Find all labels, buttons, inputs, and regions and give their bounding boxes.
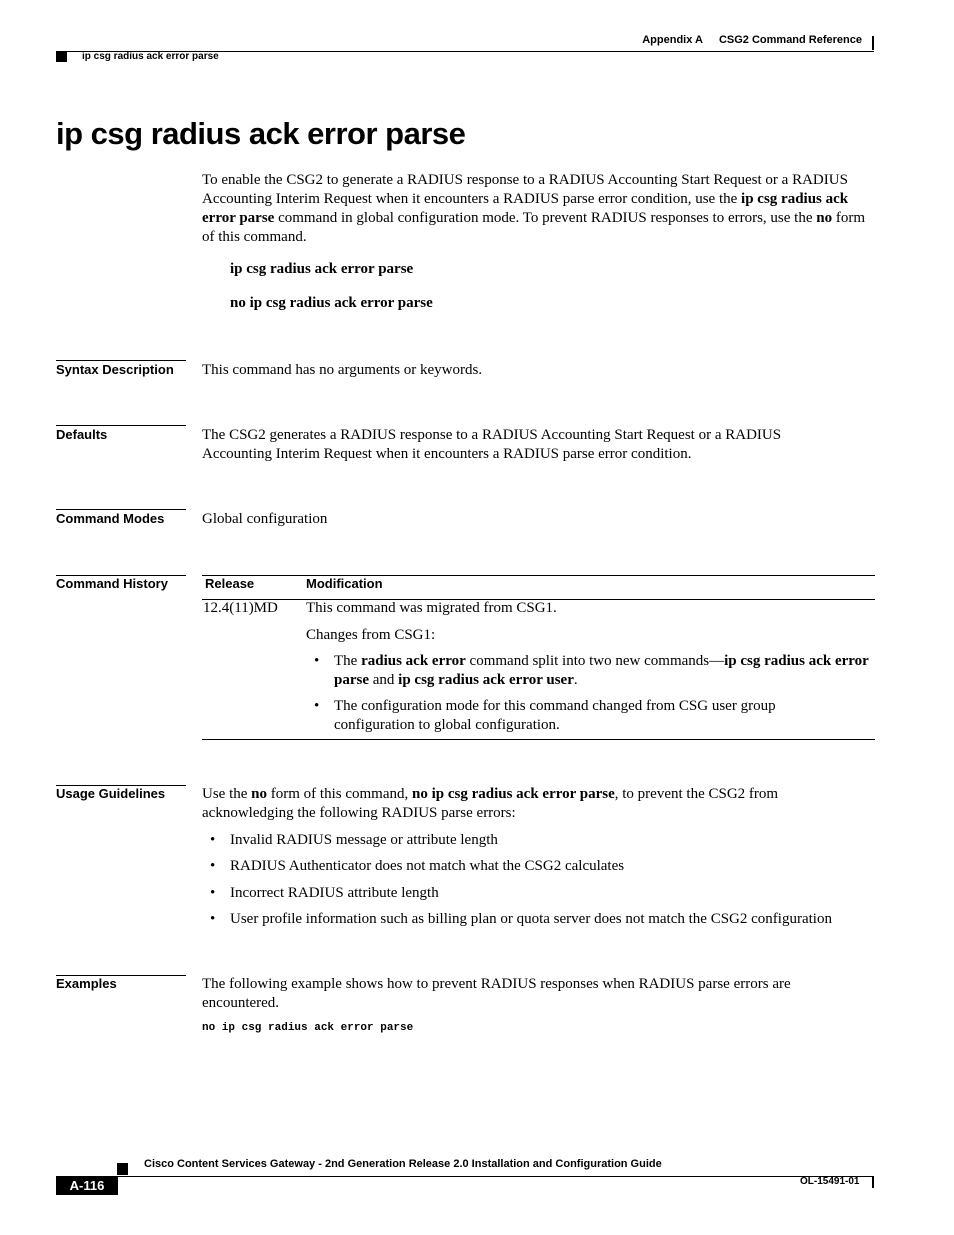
- footer-rule: [56, 1176, 874, 1177]
- list-item: • Incorrect RADIUS attribute length: [210, 885, 439, 901]
- table-cell-release: 12.4(11)MD: [203, 600, 278, 616]
- intro-text: form of this command.: [202, 210, 866, 245]
- usage-text: , to prevent the CSG2 from acknowledging the following RADIUS parse errors:: [202, 786, 779, 821]
- command-modes-text: Global configuration: [202, 511, 328, 527]
- intro-text: command in global configuration mode. To prevent RADIUS responses to errors, use the: [274, 210, 817, 226]
- table-bottom-rule: [202, 739, 875, 740]
- header-marker: [56, 52, 67, 62]
- intro-paragraph: [202, 171, 878, 247]
- list-item: • User profile information such as billing plan or quota server does not match the CSG2 configuration: [210, 911, 832, 927]
- usage-text: form of this command,: [267, 786, 412, 802]
- intro-keyword: no: [816, 210, 833, 226]
- list-item-text: Incorrect RADIUS attribute length: [230, 885, 439, 901]
- list-item-text: and: [369, 672, 399, 688]
- appendix-label: Appendix A: [642, 34, 703, 46]
- list-item: • RADIUS Authenticator does not match what the CSG2 calculates: [210, 858, 625, 874]
- list-item-text: Invalid RADIUS message or attribute length: [230, 832, 498, 848]
- section-label-command-history: Command History: [56, 576, 168, 591]
- syntax-description-text: This command has no arguments or keywords.: [202, 362, 483, 378]
- chapter-label: CSG2 Command Reference: [718, 34, 862, 46]
- list-item-text: The configuration mode for this command changed from CSG user group configuration to global configuration.: [334, 698, 776, 733]
- page-title: ip csg radius ack error parse: [56, 116, 466, 151]
- table-cell-modification: This command was migrated from CSG1.: [306, 600, 557, 616]
- list-item-text: command split into two new commands—: [465, 653, 725, 669]
- list-item-text: RADIUS Authenticator does not match what the CSG2 calculates: [230, 858, 625, 874]
- list-item-keyword: ip csg radius ack error user: [398, 672, 574, 688]
- section-rule: [56, 425, 186, 426]
- usage-text: Use the: [202, 786, 252, 802]
- list-item-keyword: ip csg radius ack error parse: [334, 653, 869, 688]
- section-rule: [56, 360, 186, 361]
- list-item-text: The: [334, 653, 362, 669]
- running-header-right: [642, 34, 862, 46]
- intro-command: ip csg radius ack error parse: [202, 191, 849, 226]
- list-item-keyword: radius ack error: [361, 653, 466, 669]
- footer-bar: [872, 1176, 874, 1188]
- list-item: • Invalid RADIUS message or attribute length: [210, 832, 498, 848]
- code-example: no ip csg radius ack error parse: [202, 1022, 414, 1034]
- section-rule: [56, 509, 186, 510]
- table-header-release: Release: [205, 576, 255, 591]
- running-header-section: ip csg radius ack error parse: [82, 51, 219, 62]
- usage-guidelines-text: [202, 785, 862, 823]
- footer-guide-title: Cisco Content Services Gateway - 2nd Generation Release 2.0 Installation and Configuration Guide: [144, 1158, 662, 1170]
- syntax-line: ip csg radius ack error parse: [230, 261, 414, 277]
- section-label-defaults: Defaults: [56, 427, 108, 442]
- list-item-text: .: [573, 672, 578, 688]
- defaults-text: The CSG2 generates a RADIUS response to a RADIUS Accounting Start Request or a RADIUS Accounting Interim Request when it encounters a RADIUS parse error condition.: [202, 427, 782, 462]
- section-label-examples: Examples: [56, 976, 117, 991]
- list-item: • The radius ack error command split into two new commands—ip csg radius ack error parse and ip csg radius ack error user.: [314, 653, 869, 688]
- list-item-text: User profile information such as billing plan or quota server does not match the CSG2 configuration: [230, 911, 832, 927]
- table-top-rule: [202, 575, 875, 576]
- header-bar: [872, 36, 874, 50]
- examples-text: The following example shows how to prevent RADIUS responses when RADIUS parse errors are encountered.: [202, 976, 791, 1011]
- section-label-usage-guidelines: Usage Guidelines: [56, 786, 166, 801]
- syntax-line: no ip csg radius ack error parse: [230, 295, 433, 311]
- section-label-command-modes: Command Modes: [56, 511, 165, 526]
- footer-marker: [117, 1163, 128, 1175]
- section-label-syntax-description: Syntax Description: [56, 362, 174, 377]
- intro-text: To enable the CSG2 to generate a RADIUS response to a RADIUS Accounting Start Request or a RADIUS Accounting Interim Request when it encounters a RADIUS parse error condition, use the: [202, 172, 848, 207]
- page-number: A-116: [56, 1176, 118, 1195]
- usage-keyword: no: [251, 786, 267, 802]
- table-cell-modification: Changes from CSG1:: [306, 627, 436, 643]
- usage-command: no ip csg radius ack error parse: [411, 786, 615, 802]
- table-header-modification: Modification: [306, 576, 383, 591]
- list-item: • The configuration mode for this command changed from CSG user group configuration to global configuration.: [314, 698, 776, 733]
- document-number: OL-15491-01: [800, 1176, 860, 1187]
